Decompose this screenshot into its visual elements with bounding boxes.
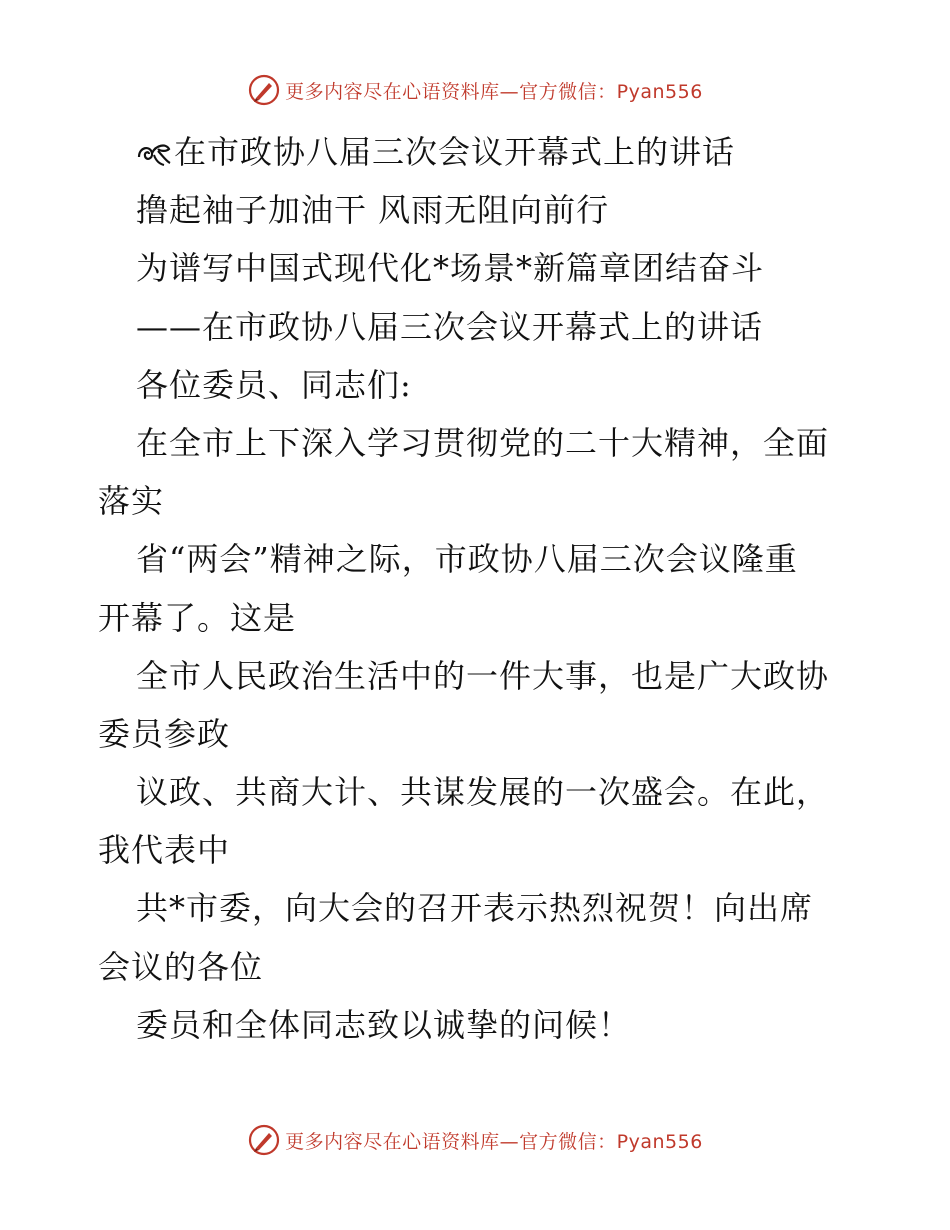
document-line: 在全市上下深入学习贯彻党的二十大精神，全面 <box>136 423 830 462</box>
document-line: 全市人民政治生活中的一件大事，也是广大政协 <box>136 656 830 695</box>
document-line: 委员参政 <box>98 714 231 753</box>
document-line: 开幕了。这是 <box>98 598 297 637</box>
document-line: 会议的各位 <box>98 947 264 986</box>
document-line: 议政、共商大计、共谋发展的一次盛会。在此， <box>136 773 830 812</box>
flower-ornament-icon <box>136 139 172 167</box>
document-body <box>98 123 858 1054</box>
document-line: ——在市政协八届三次会议开幕式上的讲话 <box>136 307 764 346</box>
footer-banner-text: 更多内容尽在心语资料库—官方微信：Pyan556 <box>285 1130 703 1153</box>
document-line: 各位委员、同志们: <box>136 365 412 404</box>
document-line-title: 在市政协八届三次会议开幕式上的讲话 <box>98 123 858 181</box>
pen-logo-icon <box>247 1123 281 1157</box>
document-line: 我代表中 <box>98 831 231 870</box>
document-line: 为谱写中国式现代化*场景*新篇章团结奋斗 <box>136 249 765 288</box>
footer-banner <box>0 1120 950 1160</box>
header-banner-text: 更多内容尽在心语资料库—官方微信：Pyan556 <box>285 80 703 103</box>
document-line: 共*市委，向大会的召开表示热烈祝贺！向出席 <box>136 889 814 928</box>
document-line: 撸起袖子加油干 风雨无阻向前行 <box>136 191 610 230</box>
document-line: 省“两会”精神之际，市政协八届三次会议隆重 <box>136 540 798 579</box>
document-line: 委员和全体同志致以诚挚的问候！ <box>136 1005 632 1044</box>
pen-logo-icon <box>247 73 281 107</box>
document-line: 落实 <box>98 482 165 521</box>
header-banner <box>0 70 950 110</box>
